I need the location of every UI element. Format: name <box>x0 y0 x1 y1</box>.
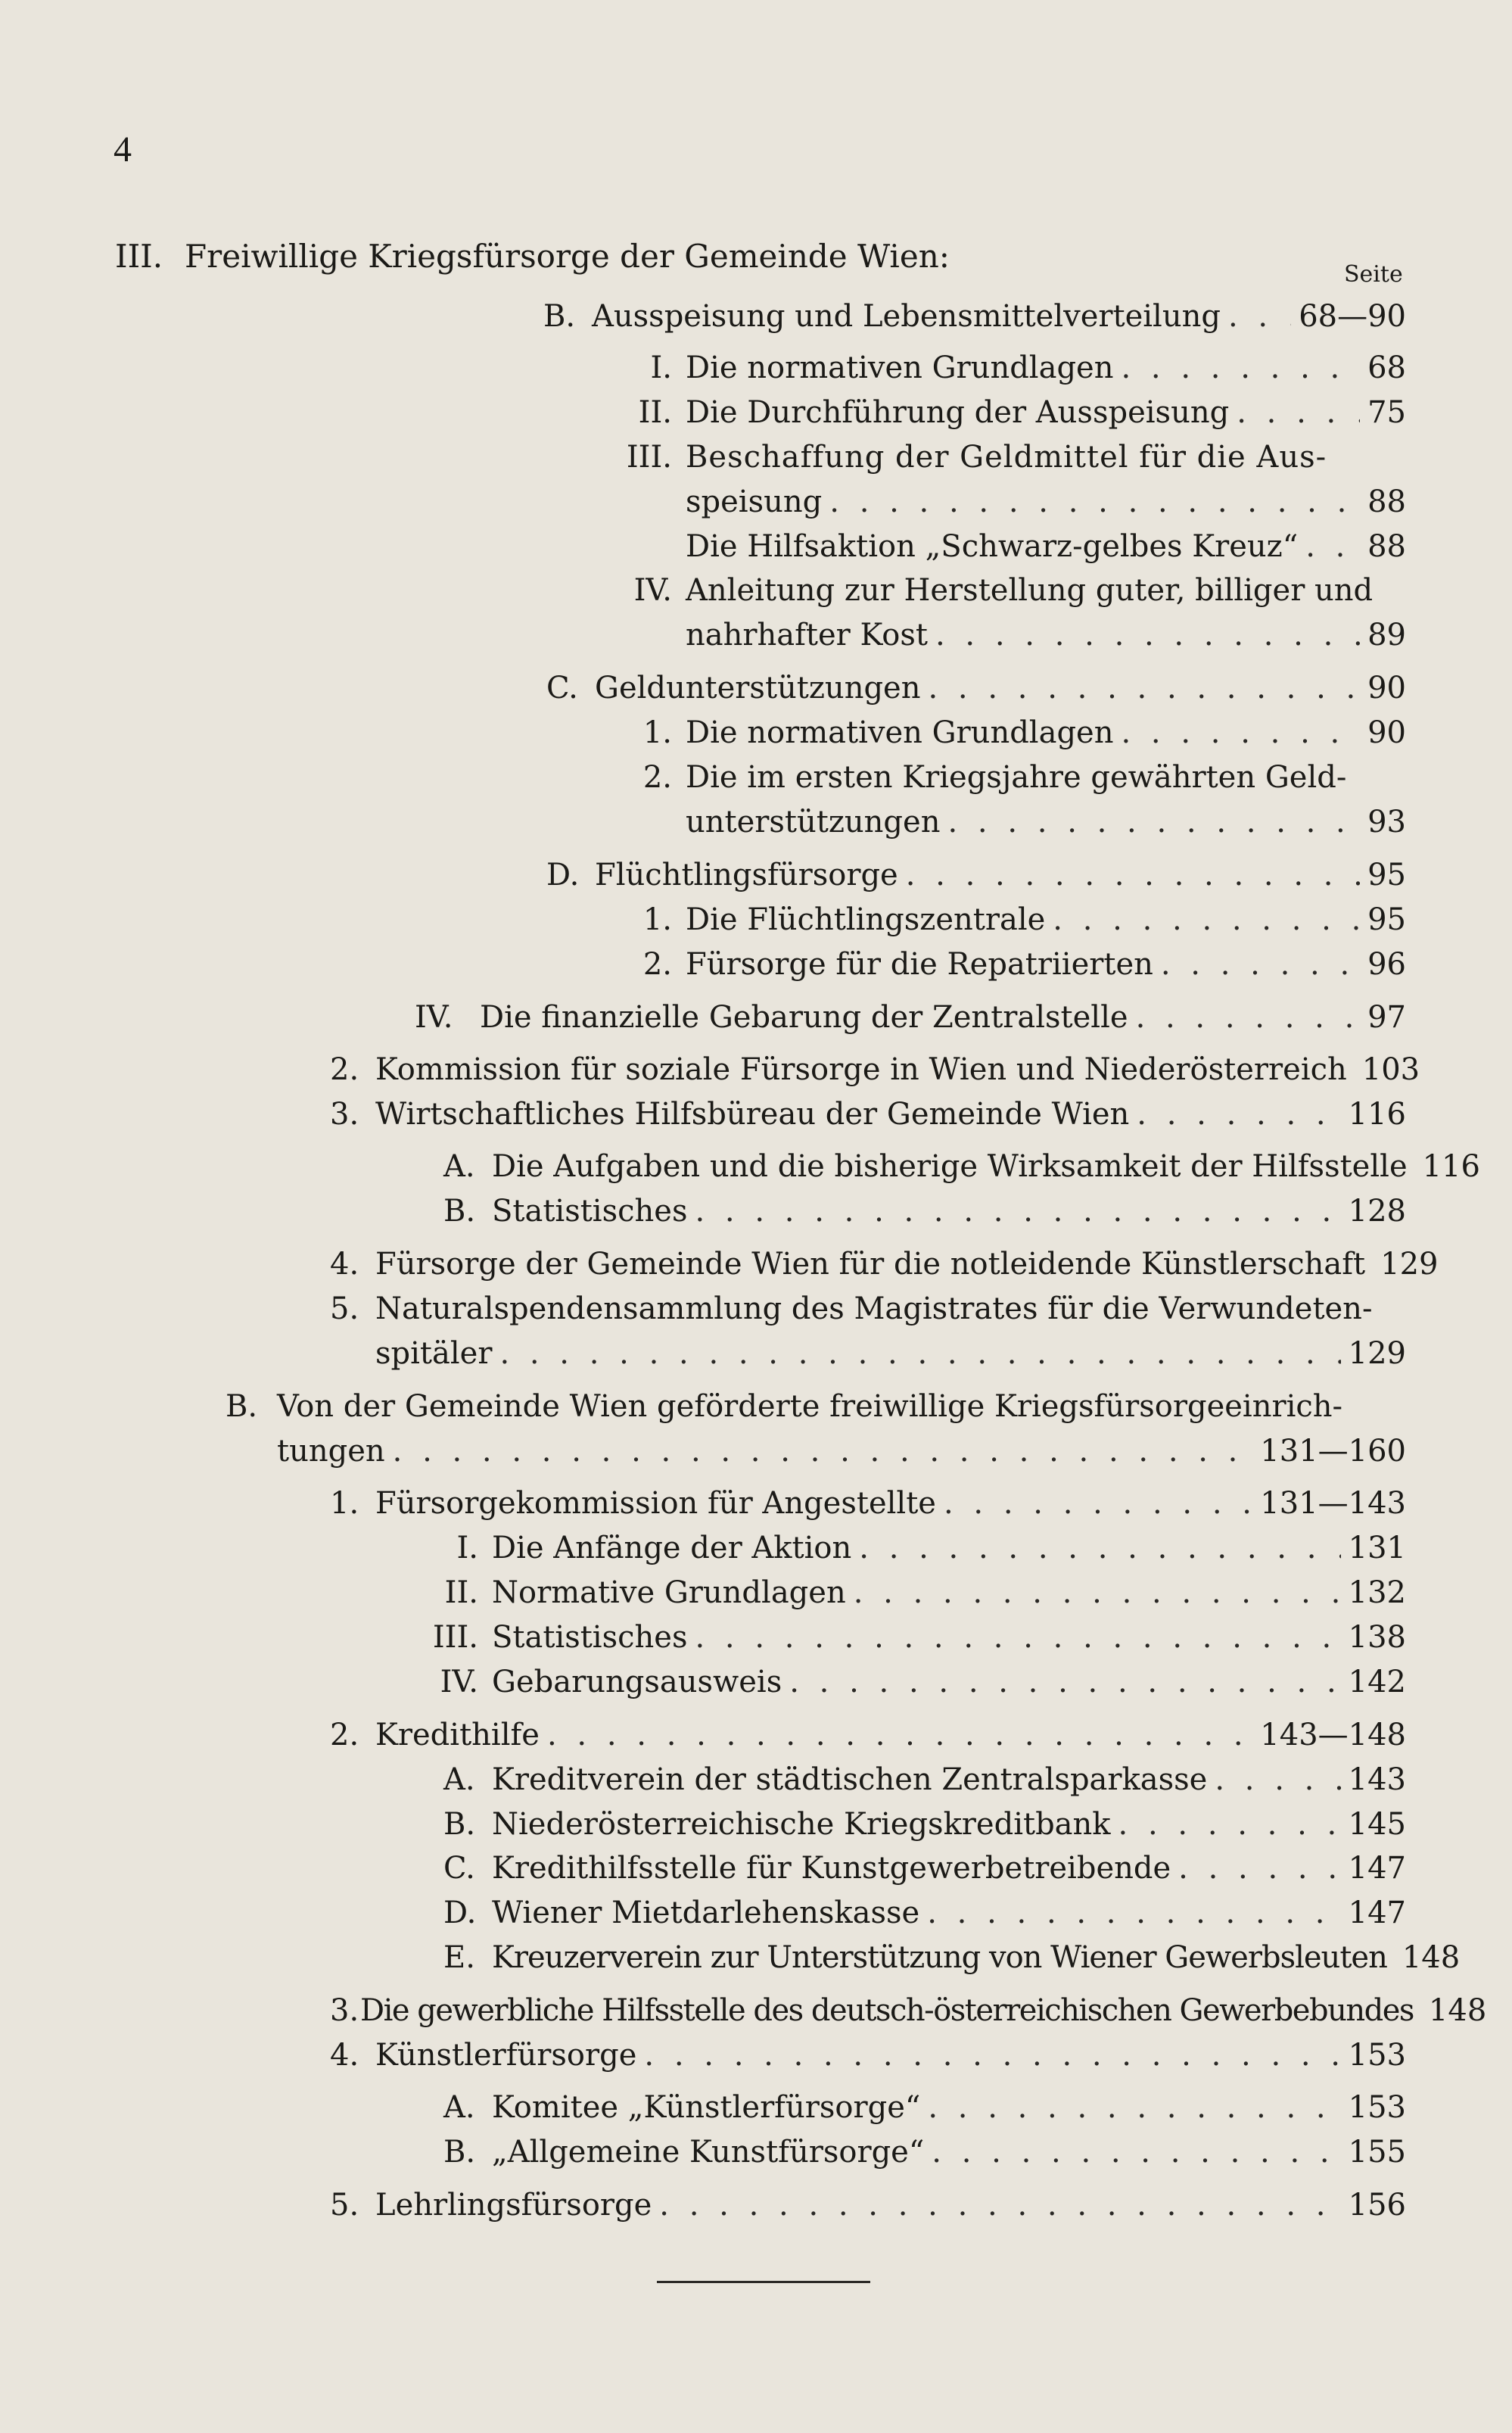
toc-entry-page: 75 <box>1367 395 1406 430</box>
toc-entry-page: 131—143 <box>1260 1486 1406 1521</box>
toc-entry-title: Niederösterreichische Kriegskreditbank <box>492 1807 1111 1842</box>
dot-leader <box>499 1338 1340 1369</box>
toc-entry-title: Geldunterstützungen <box>595 671 921 706</box>
toc-entry-number: III. <box>626 440 672 475</box>
toc-entry-page: 153 <box>1348 2090 1406 2125</box>
dot-leader <box>1118 1809 1341 1840</box>
toc-entry-page: 156 <box>1348 2188 1406 2223</box>
toc-entry-number: E. <box>443 1940 475 1975</box>
toc-entry <box>330 1291 1406 1326</box>
toc-entry <box>598 762 1406 793</box>
toc-entry-number: 3. <box>330 1097 359 1132</box>
toc-entry-number: III. <box>432 1620 478 1655</box>
toc-entry-title: Künstlerfürsorge <box>375 2038 637 2073</box>
page-column-header: Seite <box>1344 261 1403 288</box>
dot-leader <box>1122 718 1361 748</box>
toc-entry-title: nahrhafter Kost <box>686 618 928 653</box>
toc-entry-title: Beschaffung der Geldmittel für die Aus- <box>686 440 1327 475</box>
toc-entry-title: Kommission für soziale Fürsorge in Wien und Niederösterreich <box>375 1052 1347 1087</box>
dot-leader <box>944 1488 1252 1519</box>
toc-entry-number: 1. <box>642 715 672 750</box>
toc-entry-number: C. <box>443 1851 475 1886</box>
toc-entry-page: 147 <box>1348 1896 1406 1930</box>
toc-entry-page: 95 <box>1367 902 1406 937</box>
dot-leader <box>1215 1765 1340 1795</box>
dot-leader <box>1237 397 1360 428</box>
toc-entry-page: 155 <box>1348 2135 1406 2170</box>
toc-entry-title: „Allgemeine Kunstfürsorge“ <box>492 2135 925 2170</box>
toc-entry-page: 131—160 <box>1260 1434 1406 1469</box>
toc-entry-title: Kreditverein der städtischen Zentralsparkasse <box>492 1762 1208 1797</box>
toc-entry-title: tungen <box>277 1434 385 1469</box>
toc-entry-title: Die im ersten Kriegsjahre gewährten Geld- <box>686 760 1347 795</box>
dot-leader <box>829 487 1360 517</box>
toc-entry <box>443 2092 1406 2123</box>
toc-entry-number: B. <box>443 1194 476 1229</box>
toc-entry-title: Die Flüchtlingszentrale <box>686 902 1046 937</box>
toc-entry-title: Von der Gemeinde Wien geförderte freiwillige Kriegsfürsorgeeinrich- <box>277 1389 1343 1424</box>
toc-entry-page: 103 <box>1361 1052 1420 1087</box>
toc-entry <box>394 1575 1406 1610</box>
toc-entry <box>415 1002 1406 1033</box>
toc-entry <box>330 2188 1406 2223</box>
toc-entry-page: 90 <box>1367 715 1406 750</box>
dot-leader <box>1161 949 1360 980</box>
toc-entry <box>375 1338 1406 1369</box>
toc-entry-title: Fürsorge für die Repatriierten <box>686 947 1153 982</box>
dot-leader <box>393 1436 1253 1466</box>
dot-leader <box>695 1622 1340 1653</box>
toc-entry <box>546 858 1406 893</box>
toc-entry <box>598 902 1406 937</box>
toc-entry <box>598 350 1406 385</box>
dot-leader <box>932 2137 1340 2167</box>
toc-entry-title: Wiener Mietdarlehenskasse <box>492 1896 920 1930</box>
toc-entry-page: 138 <box>1348 1620 1406 1655</box>
toc-entry <box>330 1993 1487 2028</box>
toc-entry-number: D. <box>443 1896 477 1930</box>
toc-entry-page: 143—148 <box>1260 1718 1406 1752</box>
toc-entry-number: C. <box>546 671 578 706</box>
toc-entry-title: Flüchtlingsfürsorge <box>595 858 898 893</box>
toc-entry-number: 4. <box>330 2038 359 2073</box>
dot-leader <box>644 2040 1340 2070</box>
toc-entry-number: 2. <box>642 947 672 982</box>
dot-leader <box>906 860 1360 890</box>
toc-entry-page: 93 <box>1367 805 1406 840</box>
toc-entry-page: 68 <box>1367 350 1406 385</box>
toc-entry-title: Die Durchführung der Ausspeisung <box>686 395 1230 430</box>
toc-entry <box>598 715 1406 750</box>
toc-entry-number: 1. <box>330 1486 359 1521</box>
dot-leader <box>854 1578 1341 1608</box>
toc-entry <box>598 575 1406 606</box>
dot-leader <box>1137 1099 1340 1129</box>
toc-entry-number: IV. <box>440 1665 478 1699</box>
toc-entry <box>330 1097 1406 1132</box>
section-heading-title: Freiwillige Kriegsfürsorge der Gemeinde Wien: <box>185 238 950 275</box>
toc-entry-number: 5. <box>330 2188 359 2223</box>
dot-leader <box>789 1667 1340 1697</box>
toc-entry <box>330 2038 1406 2073</box>
toc-entry-title: Anleitung zur Herstellung guter, billiger und <box>686 573 1374 608</box>
toc-entry-title: Ausspeisung und Lebensmittelverteilung <box>592 299 1221 334</box>
toc-entry-number: II. <box>638 395 672 430</box>
toc-entry <box>330 1720 1406 1750</box>
toc-entry-number: A. <box>443 1762 475 1797</box>
toc-entry-title: Kredithilfsstelle für Kunstgewerbetreibende <box>492 1851 1171 1886</box>
toc-entry-title: Die Aufgaben und die bisherige Wirksamkeit der Hilfsstelle <box>492 1149 1408 1184</box>
dot-leader <box>1305 531 1360 562</box>
toc-entry <box>546 671 1406 706</box>
toc-entry-number: B. <box>443 1807 476 1842</box>
toc-entry-page: 128 <box>1348 1194 1406 1229</box>
toc-entry <box>686 484 1406 519</box>
toc-entry <box>330 1247 1439 1282</box>
toc-entry-number: 2. <box>330 1718 359 1752</box>
toc-entry-title: Die Anfänge der Aktion <box>492 1531 852 1565</box>
toc-entry-number: 1. <box>642 902 672 937</box>
toc-entry-title: Die normativen Grundlagen <box>686 350 1114 385</box>
toc-entry <box>443 1149 1480 1184</box>
toc-entry <box>330 1488 1406 1519</box>
toc-entry <box>443 1762 1406 1797</box>
toc-entry-title: Komitee „Künstlerfürsorge“ <box>492 2090 921 2125</box>
toc-entry <box>394 1533 1406 1563</box>
dot-leader <box>928 2092 1340 2123</box>
toc-entry <box>443 2135 1406 2170</box>
toc-entry <box>598 397 1406 428</box>
section-heading-number: III. <box>115 238 163 275</box>
toc-entry-title: Statistisches <box>492 1620 688 1655</box>
toc-entry <box>226 1391 1406 1422</box>
toc-entry-page: 148 <box>1428 1993 1487 2028</box>
toc-entry-title: Die Hilfsaktion „Schwarz-gelbes Kreuz“ <box>686 529 1299 564</box>
toc-entry-page: 148 <box>1402 1940 1461 1975</box>
toc-entry-title: Die gewerbliche Hilfsstelle des deutsch-österreichischen Gewerbebundes <box>360 1993 1414 2028</box>
toc-entry-title: Die normativen Grundlagen <box>686 715 1114 750</box>
toc-entry-title: spitäler <box>375 1336 493 1371</box>
dot-leader <box>1228 301 1291 332</box>
toc-entry-number: D. <box>546 858 580 893</box>
toc-entry <box>394 1667 1406 1697</box>
toc-entry-page: 116 <box>1422 1149 1480 1184</box>
toc-entry-number: 3. <box>330 1993 359 2028</box>
toc-entry-number: A. <box>443 2090 475 2125</box>
toc-entry-title: Statistisches <box>492 1194 688 1229</box>
toc-entry-page: 88 <box>1367 484 1406 519</box>
toc-entry-title: Kredithilfe <box>375 1718 540 1752</box>
toc-entry <box>686 805 1406 840</box>
dot-leader <box>695 1196 1340 1226</box>
toc-entry-page: 95 <box>1367 858 1406 893</box>
toc-entry-page: 116 <box>1348 1097 1406 1132</box>
toc-entry <box>686 618 1406 653</box>
toc-entry-page: 129 <box>1380 1247 1439 1282</box>
dot-leader <box>935 620 1360 650</box>
toc-entry-page: 129 <box>1348 1336 1406 1371</box>
toc-entry-title: Fürsorge der Gemeinde Wien für die notleidende Künstlerschaft <box>375 1247 1366 1282</box>
toc-entry-title: Lehrlingsfürsorge <box>375 2188 652 2223</box>
dot-leader <box>1053 905 1360 935</box>
toc-entry-page: 90 <box>1367 671 1406 706</box>
toc-entry <box>598 440 1406 475</box>
toc-entry <box>330 1052 1420 1087</box>
toc-entry <box>443 1898 1406 1928</box>
toc-entry-page: 97 <box>1367 1000 1406 1035</box>
toc-entry-number: 2. <box>330 1052 359 1087</box>
toc-entry-page: 147 <box>1348 1851 1406 1886</box>
toc-entry-number: B. <box>443 2135 476 2170</box>
dot-leader <box>947 807 1360 837</box>
end-rule <box>657 2281 870 2283</box>
toc-entry-title: Normative Grundlagen <box>492 1575 846 1610</box>
toc-entry-title: unterstützungen <box>686 805 941 840</box>
toc-entry-number: II. <box>444 1575 478 1610</box>
toc-entry-number: 2. <box>642 760 672 795</box>
toc-entry-title: Gebarungsausweis <box>492 1665 782 1699</box>
toc-entry-page: 88 <box>1367 529 1406 564</box>
toc-entry-number: I. <box>650 350 672 385</box>
toc-entry-title: Wirtschaftliches Hilfsbüreau der Gemeinde Wien <box>375 1097 1130 1132</box>
page-number: 4 <box>114 129 132 170</box>
toc-entry <box>394 1622 1406 1653</box>
toc-entry-title: Fürsorgekommission für Angestellte <box>375 1486 936 1521</box>
dot-leader <box>929 673 1361 703</box>
toc-entry-number: B. <box>226 1389 258 1424</box>
toc-entry <box>443 1809 1406 1840</box>
toc-entry <box>686 531 1406 562</box>
toc-entry-title: Naturalspendensammlung des Magistrates für die Verwundeten- <box>375 1291 1373 1326</box>
toc-entry <box>443 1940 1461 1975</box>
toc-entry-page: 142 <box>1348 1665 1406 1699</box>
dot-leader <box>659 2190 1340 2220</box>
dot-leader <box>1178 1853 1340 1883</box>
dot-leader <box>927 1898 1340 1928</box>
dot-leader <box>1122 353 1361 383</box>
toc-entry-page: 153 <box>1348 2038 1406 2073</box>
toc-entry-number: IV. <box>633 573 672 608</box>
toc-entry-number: B. <box>543 299 576 334</box>
toc-entry-page: 96 <box>1367 947 1406 982</box>
dot-leader <box>547 1720 1252 1750</box>
toc-entry <box>598 949 1406 980</box>
dot-leader <box>1136 1002 1361 1033</box>
toc-entry <box>443 1851 1406 1886</box>
section-heading <box>115 238 950 275</box>
dot-leader <box>859 1533 1340 1563</box>
toc-entry-page: 143 <box>1348 1762 1406 1797</box>
toc-entry <box>277 1434 1406 1469</box>
toc-entry-number: A. <box>443 1149 475 1184</box>
toc-entry-title: Die finanzielle Gebarung der Zentralstelle <box>480 1000 1128 1035</box>
toc-entry <box>543 301 1406 332</box>
toc-entry-page: 68—90 <box>1299 299 1406 334</box>
toc-entry-number: 4. <box>330 1247 359 1282</box>
toc-entry-number: 5. <box>330 1291 359 1326</box>
toc-entry-title: Kreuzerverein zur Unterstützung von Wiener Gewerbsleuten <box>492 1940 1387 1975</box>
toc-entry-title: speisung <box>686 484 823 519</box>
toc-entry <box>443 1194 1406 1229</box>
toc-entry-number: IV. <box>415 1000 453 1035</box>
toc-entry-page: 89 <box>1367 618 1406 653</box>
toc-entry-page: 131 <box>1348 1531 1406 1565</box>
toc-entry-page: 145 <box>1348 1807 1406 1842</box>
toc-entry-page: 132 <box>1348 1575 1406 1610</box>
toc-entry-number: I. <box>456 1531 478 1565</box>
